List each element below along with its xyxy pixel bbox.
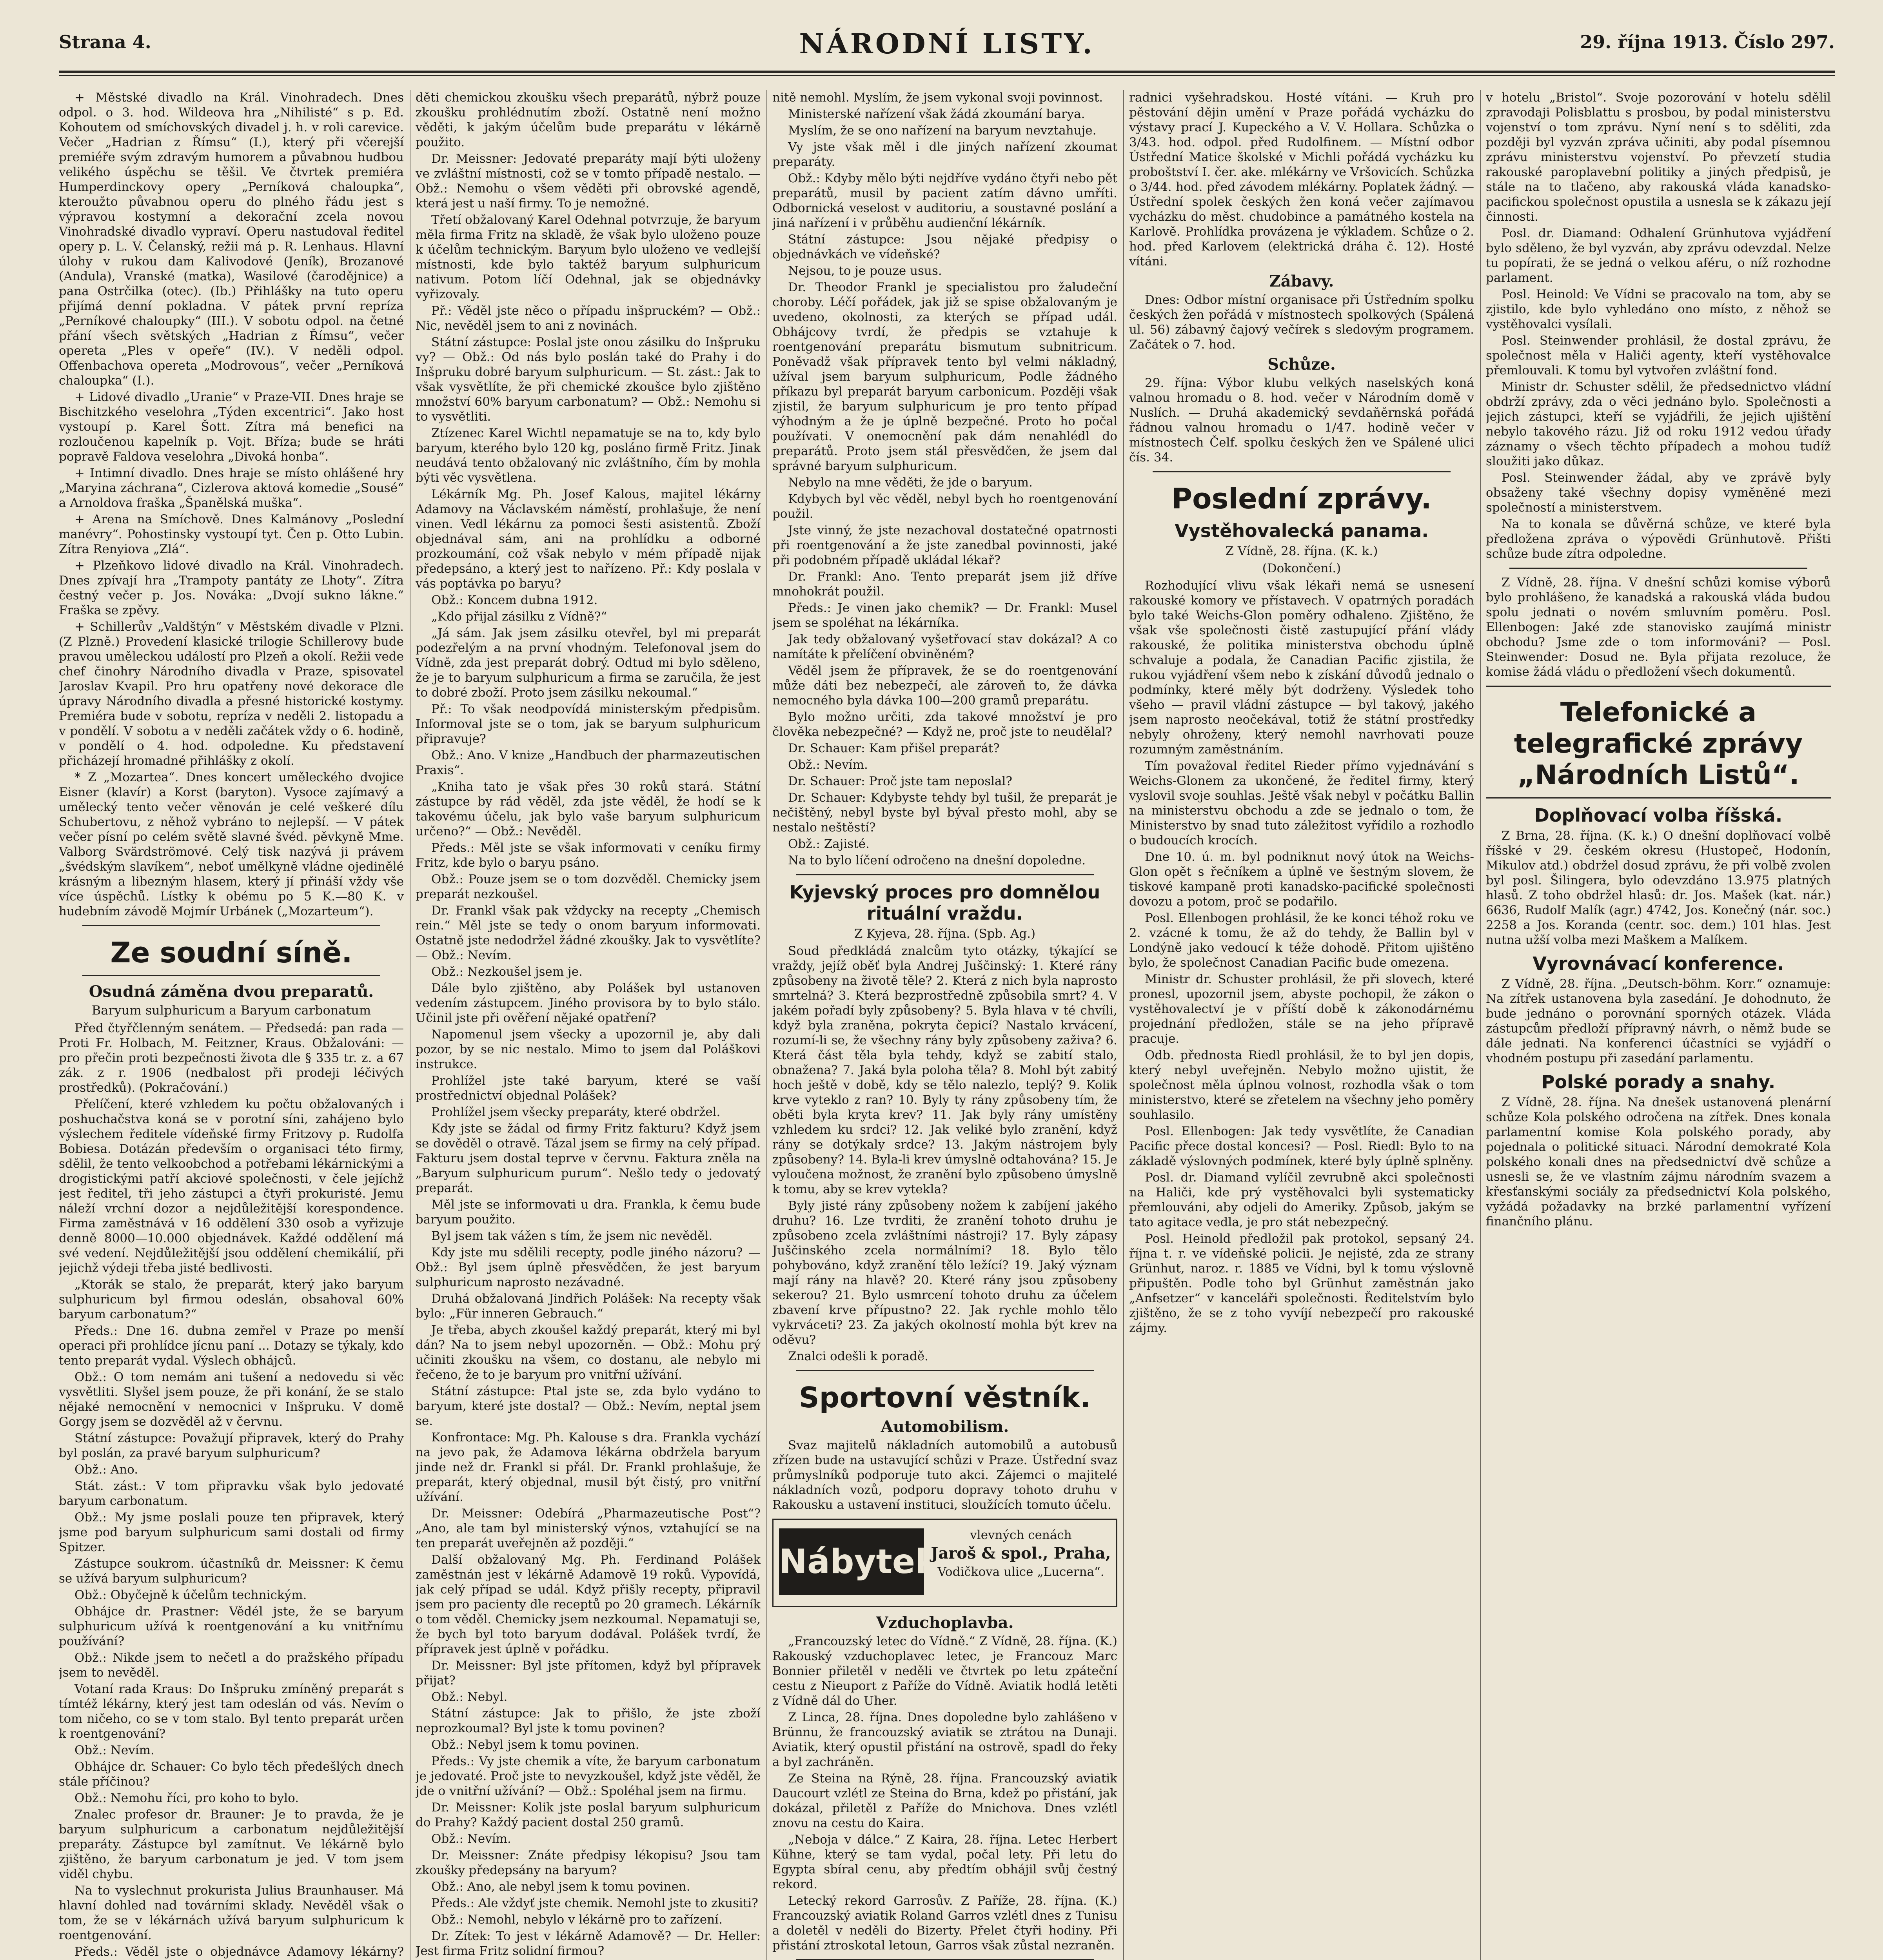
paragraph: Obž.: Kdyby mělo býti nejdříve vydáno čtyři nebo pět preparátů, musil by pacient zatím dávno umříti. Odbornická veselost v auditoriu, a soustavné poslání a jiná nařízení i v průběhu audienční lékárník. — [772, 171, 1117, 230]
paragraph: + Arena na Smíchově. Dnes Kalmánovy „Poslední manévry“. Pohostinsky vystoupí tyt. Čen p. Otto Lubin. Zítra Renyiova „Zlá“. — [59, 512, 404, 556]
continuation-note: (Dokončení.) — [1262, 561, 1341, 575]
paragraph: Obž.: Zajisté. — [788, 837, 870, 851]
article-heading: Doplňovací volba říšská. — [1534, 805, 1783, 826]
paragraph: Na to konala se důvěrná schůze, ve které byla předložena zpráva o výpovědi Grünhutově. Přišti schůze bude zítra odpoledne. — [1486, 517, 1831, 561]
article-heading: Vzduchoplavba. — [876, 1613, 1014, 1632]
paragraph: Obž.: Pouze jsem se o tom dozvěděl. Chemicky jsem preparát nezkoušel. — [416, 872, 761, 901]
masthead-rule-thin — [59, 75, 1835, 76]
dateline: Z Kyjeva, 28. října. (Spb. Ag.) — [854, 927, 1036, 941]
paragraph: „Francouzský letec do Vídně.“ Z Vídně, 28. října. (K.) Rakouský vzduchoplavec letec, je Francouz Marc Bonnier přiletěl v neděli ve čtvrtek po letu zpáteční cestu z Nieuport z Paříže do Vídně. Aviatik hodlá letěti z Vídně dál do Uher. — [772, 1634, 1117, 1708]
ad-line: vlevných cenách — [970, 1528, 1072, 1542]
paragraph: Dr. Schauer: Proč jste tam neposlal? — [788, 774, 1013, 788]
paragraph: Prohlížel jste také baryum, které se vaší prostřednictví objednal Polášek? — [416, 1074, 761, 1103]
paragraph: „Kniha tato je však přes 30 roků stará. Státní zástupce by rád věděl, zda jste věděl, že hodí se k takovému účelu, jak bylo vaše baryum sulphuricum určeno?“ — Obž.: Nevěděl. — [416, 780, 761, 838]
paragraph: děti chemickou zkoušku všech preparátů, nýbrž pouze zkoušku prohlédnutím zboží. Ostatně není možno věděti, k jakým účelům bude preparátu v lékárně použito. — [416, 91, 761, 149]
paragraph: „Ktorák se stalo, že preparát, který jako baryum sulphuricum byl firmou odeslán, obsahoval 60% baryum carbonatum?“ — [59, 1278, 404, 1321]
paragraph: Ministr dr. Schuster prohlásil, že při slovech, které pronesl, upozornil jsem, abyste pochopil, že zákon o vystěhovalectví je v příští době k zákonodárnému projednání předložen, stále se na jeho přípravě pracuje. — [1129, 972, 1474, 1046]
paragraph: Další obžalovaný Mg. Ph. Ferdinand Polášek zaměstnán jest v lékárně Adamově 19 roků. Vypovídá, jak celý případ se udál. Když přišly recepty, připravil jsem pro pacienty dle receptů po 20 gramech. Lékárník o tom věděl. Chemicky jsem nezkoumal. Nepamatuji se, že bych byl toto baryum dodával. Polášek tvrdí, že přípravek jest úplně v pořádku. — [416, 1553, 761, 1656]
paragraph: Posl. Steinwender prohlásil, že dostal zprávu, že společnost měla v Haliči agenty, kteří vystěhovalce přemlouvali. K tomu byl vytvořen zvláštní fond. — [1486, 334, 1831, 377]
column-divider — [766, 90, 767, 1960]
paragraph: Vy jste však měl i dle jiných nařízení zkoumat preparáty. — [772, 140, 1117, 169]
paragraph: Z Linca, 28. října. Dnes dopoledne bylo zahlášeno v Brünnu, že francouzský aviatik se ztrátou na Dunaji. Aviatik, který opustil přistání na ostrově, spadl do řeky a byl zachráněn. — [772, 1710, 1117, 1769]
paragraph: Státní zástupce: Poslal jste onou zásilku do Inšpruku vy? — Obž.: Od nás bylo poslán také do Prahy i do Inšpruku dobré baryum sulphuricum. — St. zást.: Jak to však vysvětlíte, že při chemické zkoušce bylo zjištěno množství 60% baryum carbonatum? — Obž.: Nemohu si to vysvětliti. — [416, 335, 761, 424]
section-rule — [82, 925, 380, 926]
paragraph: Obž.: Ano. — [74, 1463, 138, 1477]
paragraph: Obž.: Nebyl jsem k tomu povinen. — [431, 1738, 639, 1752]
paragraph: Dr. Meissner: Znáte předpisy lékopisu? Jsou tam zkoušky předepsány na baryum? — [416, 1848, 761, 1877]
paragraph: Znalci odešli k poradě. — [788, 1349, 928, 1363]
ad-logo: Nábytek — [779, 1528, 924, 1595]
paragraph: „Neboja v dálce.“ Z Kaira, 28. října. Letec Herbert Kühne, který se tam vydal, počal lety. Při letu do Egypta sbíral cenu, aby předtím obhájil svůj čestný rekord. — [772, 1833, 1117, 1891]
paragraph: Ministerské nařízení však žádá zkoumání barya. — [788, 107, 1085, 121]
paragraph: Ze Steina na Rýně, 28. října. Francouzský aviatik Daucourt vzlétl ze Steina do Brna, kdež po přistání, jak dokázal, přiletěl z Paříže do Mnichova. Dnes vzlétl znovu na cestu do Kaira. — [772, 1771, 1117, 1830]
masthead-rule — [59, 71, 1835, 73]
paragraph: Tím považoval ředitel Rieder přímo vyjednávání s Weichs-Glonem za ukončené, že ředitel firmy, který vyslovil svoje souhlas. Ještě však nebyl v počátku Ballin na ministerstvu obchodu a zde se jednalo o tom, že Ministerstvo by snad tuto záležitost vyřídilo a rozhodlo o budoucích krocích. — [1129, 759, 1474, 848]
ad-text — [930, 1527, 1111, 1580]
section-rule — [1486, 797, 1831, 799]
paragraph: Předs.: Měl jste se však informovati v ceníku firmy Fritz, kde bylo o baryu psáno. — [416, 841, 761, 870]
paragraph: Obž.: Koncem dubna 1912. — [431, 593, 598, 607]
paragraph: Byl jsem tak vážen s tím, že jsem nic nevěděl. — [431, 1229, 713, 1243]
furniture-advertisement — [772, 1519, 1117, 1607]
paragraph: radnici vyšehradskou. Hosté vítáni. — Kruh pro pěstování dějin umění v Praze pořádá vycházku do výstavy prací J. Kupeckého a V. V. Hollara. Schůzka o 3/43. hod. odpol. před Rudolfinem. — Místní odbor Ústřední Matice školské v Michli pořádá vycházku ku proboštství I. čer. ake. mlékárny ve Vršovicích. Schůzka o 3/44. hod. před závodem mlékárny. Poplatek žádný. — Ústřední spolek českých žen koná večer zajímavou vycházku do měst. chudobince a památného kostela na Karlově. Prohlídka provázena je výkladem. Schůze o 2. hod. před Karlovem (elektrická dráha č. 12). Hosté vítáni. — [1129, 91, 1474, 269]
paragraph: Obž.: Nevím. — [431, 1832, 511, 1846]
paragraph: Ministr dr. Schuster sdělil, že předsednictvo vládní obdrží zprávy, zda o věci jednáno bylo. Společnosti a jejich zástupci, kteří se vyjádřili, že jejich ujištění nebylo takového rázu. Již od roku 1912 vedou úřady záznamy o všech těchto případech a mohou tudíž sloužiti jako důkaz. — [1486, 380, 1831, 468]
paragraph: Zástupce soukrom. účastníků dr. Meissner: K čemu se užívá baryum sulphuricum? — [59, 1557, 404, 1586]
article-heading: Automobilism. — [881, 1417, 1009, 1436]
paragraph: Posl. Heinold: Ve Vídni se pracovalo na tom, aby se zjistilo, kde bylo vyhledáno ono místo, z něhož se vystěhovalci vysílali. — [1486, 287, 1831, 331]
paragraph: Nebylo na mne věděti, že jde o baryum. — [788, 475, 1033, 490]
paragraph: Posl. dr. Diamand vylíčil zevrubně akci společnosti na Haliči, kde prý vystěhovalci byli systematicky přemlouváni, aby odjeli do Ameriky. Způsob, jakým se tato agitace vedla, je pro stát nebezpečný. — [1129, 1171, 1474, 1229]
paragraph: Bylo možno určiti, zda takové množství je pro člověka nebezpečné? — Když ne, proč jste to neudělal? — [772, 710, 1117, 739]
paragraph: Posl. Steinwender žádal, aby ve zprávě byly obsaženy také všechny dopisy vyměněné mezi společností a ministerstvem. — [1486, 471, 1831, 515]
paragraph: Jak tedy obžalovaný vyšetřovací stav dokázal? A co namítáte k přelíčení obviněném? — [772, 632, 1117, 661]
article-subheading: Baryum sulphuricum a Baryum carbonatum — [91, 1003, 371, 1018]
paragraph: Třetí obžalovaný Karel Odehnal potvrzuje, že baryum měla firma Fritz na skladě, že však bylo uloženo pouze k účelům technickým. Baryum bylo uloženo ve vedlejší místnosti, kde bylo taktéž baryum sulphuricum nativum. Potom líčí Odehnal, jak se objednávky vyřizovaly. — [416, 213, 761, 301]
column-5 — [1486, 90, 1831, 1960]
paragraph: + Schillerův „Valdštýn“ v Městském divadle v Plzni. (Z Plzně.) Provedení klasické trilogie Schillerovy bude pravou uměleckou událostí pro Plzeň a okolí. Režii vede chef činohry Národního divadla v Praze, spisovatel Jaroslav Kvapil. Pro hru opatřeny nové dekorace dle úpravy Národního divadla a přesné historické kostymy. Premiéra bude v sobotu, repríza v neděli 2. listopadu a v pondělí. V sobotu a v neděli začátek vždy o 6. hodině, v pondělí o 4. hod. odpoledne. Ku představení přicházejí hromadné přihlášky z okolí. — [59, 620, 404, 768]
page-number: Strana 4. — [59, 31, 151, 53]
paragraph: Prohlížel jsem všecky preparáty, které obdržel. — [431, 1105, 721, 1119]
telegraph-section-heading: Telefonické a telegrafické zprávy „Národních Listů“. — [1514, 697, 1803, 791]
article-heading: Vyrovnávací konference. — [1533, 953, 1784, 974]
paragraph: Dnes: Odbor místní organisace při Ústředním spolku českých žen pořádá v místnostech spolkových (Spálená ul. 56) zábavný čajový večírek s sledovým programem. Začátek o 7. hod. — [1129, 293, 1474, 352]
paragraph: Obž.: Nezkoušel jsem je. — [431, 965, 583, 979]
paragraph: Předs.: Věděl jste o objednávce Adamovy lékárny? — [74, 1945, 404, 1959]
paragraph: Přelíčení, které vzhledem ku počtu obžalovaných i poshuchačstva koná se v porotní síni, zahájeno bylo výslechem ředitele vídeňské firmy Fritzovy p. Rudolfa Bobiesa. Dotázán především o organisaci této firmy, sdělil, že tento velkoobchod a potřebami lékárnickými a drogistickými patří akciové společnosti, v čele jejíchž jest ředitel, tři jeho zástupci a čtyři prokuristé. Jemu náleží vrchní dozor a nejdůležitější korespondence. Firma zaměstnává v 16 oddělení 330 osob a vyřizuje denně 8000—10.000 objednávek. Každé oddělení má své vedení. Nejdůležitější jsou oddělení chemikálií, při jejichž výdeji třeba jisté bedlivosti. — [59, 1097, 404, 1275]
paragraph: Obž.: Nikde jsem to nečetl a do pražského případu jsem to nevěděl. — [59, 1651, 404, 1680]
paragraph: Předs.: Je vinen jako chemik? — Dr. Frankl: Musel jsem se spoléhat na lékárníka. — [772, 601, 1117, 630]
paragraph: „Kdo přijal zásilku z Vídně?“ — [431, 610, 607, 624]
paragraph: 29. října: Výbor klubu velkých naselských koná valnou hromadu o 8. hod. večer v Národním domě v Nuslích. — Druhá akademický sevdaňěrnská pořádá řádnou valnou hromadu o 1/47. hodině večer v místnostech Čelf. spolku českých žen ve Spálené ulici čís. 34. — [1129, 376, 1474, 465]
paragraph: Státní zástupce: Považují připravek, který do Prahy byl poslán, za pravé baryum sulphuricum? — [59, 1431, 404, 1460]
paragraph: Ztízenec Karel Wichtl nepamatuje se na to, kdy bylo baryum, kterého bylo 120 kg, posláno firmě Fritz. Jinak neudává tento obžalovaný nic zvláštního, čím by mohla býti věc vysvětlena. — [416, 426, 761, 485]
paragraph: + Plzeňkovo lidové divadlo na Král. Vinohradech. Dnes zpívají hra „Trampoty pantáty ze Lhoty“. Zítra čestný večer p. Jos. Nováka: „Dvojí sukno lákne.“ Fraška se zpěvy. — [59, 559, 404, 617]
paragraph: Z Brna, 28. října. (K. k.) O dnešní doplňovací volbě říšské v 29. českém okresu (Hustopeč, Hodonín, Mikulov atd.) obdržel dosud zprávu, že při volbě zvolen byl posl. Šilingera, bylo odevzdáno 13.975 platných hlasů. Z toho obdržel hlasů: dr. Jos. Mašek (kat. nár.) 6636, Rudolf Malík (agr.) 4742, Jos. Konečný (nár. soc.) 2258 a Jos. Koranda (centr. soc. dem.) 101 hlas. Jest nutna užší volba mezi Maškem a Malíkem. — [1486, 829, 1831, 947]
paragraph: Na to vyslechnut prokurista Julius Braunhauser. Má hlavní dohled nad továrními sklady. Nevěděl však o tom, že se v lékárnách užívá baryum sulphuricum k roentgenování. — [59, 1884, 404, 1942]
masthead — [59, 27, 1835, 67]
paragraph: Př.: To však neodpovídá ministerským předpisům. Informoval jste se o tom, jak se baryum sulphuricum připravuje? — [416, 702, 761, 746]
paragraph: Svaz majitelů nákladních automobilů a autobusů zřízen bude na ustavující schůzi v Praze. Ústřední svaz průmyslníků podporuje tuto akci. Zájemci o majitelé nákladních vozů, podporu dopravy tohoto druhu v Rakousku a ustavení instituci, sloužících tomuto účelu. — [772, 1438, 1117, 1512]
paragraph: Obhájce dr. Prastner: Vědél jste, že se baryum sulphuricum užívá k roentgenování a ku vnitřnímu používání? — [59, 1604, 404, 1648]
paragraph: Z Vídně, 28. října. Na dnešek ustanovená plenární schůze Kola polského odročena na zítřek. Dnes konala parlamentní komise Kola polského porady, aby pojednala o politické situaci. Národní demokraté Kola polského konali dnes na předsednictví dvě schůze a usnesli se, že ve vlastním zájmu národním svazem a křesťanskými sociály za předsednictví Kola polského, vyžádá požadavky na brzké parlamentní vyřízení finančního plánu. — [1486, 1095, 1831, 1229]
section-rule — [1486, 686, 1831, 687]
paragraph: Jste vinný, že jste nezachoval dostatečné opatrnosti při roentgenování a že jste zanedbal povinnosti, jaké při podobném případě ukládal lékař? — [772, 523, 1117, 567]
paragraph: „Já sám. Jak jsem zásilku otevřel, byl mi preparát podezřelým a na první vhodným. Telefonoval jsem do Vídně, zda jest preparát dobrý. Odtud mi bylo sděleno, že je to baryum sulphuricum a firma se zaručila, že jest to dobré zboží. Proto jsem zásilku nekoumal.“ — [416, 626, 761, 700]
article-heading: Zábavy. — [1269, 272, 1334, 290]
issue-date: 29. října 1913. Číslo 297. — [1580, 31, 1835, 53]
paragraph: Z Vídně, 28. října. „Deutsch-böhm. Korr.“ oznamuje: Na zítřek ustanovena byla zasedání. Je dohodnuto, že bude jednáno o porovnání sporných otázek. Vláda zástupcům předloží přípravný návrh, o němž bude se dále jednati. Na konferenci účastníci se vyjádří o vhodném postupu při zasedání parlamentu. — [1486, 977, 1831, 1065]
paragraph: Věděl jsem že přípravek, že se do roentgenování může dáti bez nebezpečí, ale zároveň to, že dávka nemocného byla dávka 100—200 gramů preparátu. — [772, 664, 1117, 708]
paragraph: Rozhodující vlivu však lékaři nemá se usnesení rakouské komory ve přístavech. V opatrných poradách bylo také Weichs-Glon poměry odhaleno. Zjištěno, že však vše společnosti čistě zastupující přání vlády rakouské, že politika ministerstva obchodu úplně schvaluje a podala, že Canadian Pacific zjistila, že rukou vyjádření všem nebo k získání důvodů jednalo o podmínky, které měly být dodrženy. Výsledek toho všeho — pravil vládní zástupce — byl takový, jakého jsem naprosto neočekával, totiž že státní prostředky nebyly ohroženy, který nemohl navrhovati pouze rozumným zaměstnáním. — [1129, 579, 1474, 757]
article-heading: Vystěhovalecká panama. — [1175, 520, 1429, 541]
paragraph: Obž.: Nebyl. — [431, 1690, 508, 1704]
paragraph: Před čtyřčlenným senátem. — Předsedá: pan rada — Proti Fr. Holbach, M. Feitzner, Kraus. Obžalováni: — pro přečin proti bezpečnosti života dle § 335 tr. z. a 67 zák. z r. 1906 (nedbalost při prodeji léčivých prostředků). (Pokračování.) — [59, 1021, 404, 1095]
paragraph: Měl jste se informovati u dra. Frankla, k čemu bude baryum použito. — [416, 1198, 761, 1227]
paragraph: Konfrontace: Mg. Ph. Kalouse s dra. Frankla vychází na jevo pak, že Adamova lékárna obdržela baryum jinde než dr. Frankl si přál. Dr. Frankl prohlašuje, že preparát, který objednal, musil být čistý, pro vnitřní užívání. — [416, 1430, 761, 1504]
paragraph: Odb. přednosta Riedl prohlásil, že to byl jen dopis, který nebyl uveřejněn. Nebylo možno ujistit, že společnost měla úplnou volnost, rozhodla však o tom ministerstvo, které se zřetelem na všechny jeho poměry souhlasilo. — [1129, 1048, 1474, 1122]
paragraph: Předs.: Dne 16. dubna zemřel v Praze po menší operaci při prohlídce jícnu paní ... Dotazy se týkaly, kdo tento preparát vydal. Výslech obhájců. — [59, 1324, 404, 1368]
paragraph: Votaní rada Kraus: Do Inšpruku zmíněný preparát s tímtéž lékárny, který jest tam odeslán od vás. Nevím o tom ničeho, co se v tom stalo. Byl tento preparát určen k roentgenování? — [59, 1682, 404, 1741]
paragraph: Posl. Ellenbogen prohlásil, že ke konci téhož roku ve 2. vzácné k tomu, že až do tehdy, že Ballin byl v Londýně jako vedoucí k téže dohodě. Přitom ujištěno bylo, že společnost Canadian Pacific bude omezena. — [1129, 911, 1474, 970]
paragraph: Státní zástupce: Ptal jste se, zda bylo vydáno to baryum, které jste dostal? — Obž.: Nevím, neptal jsem se. — [416, 1384, 761, 1428]
paragraph: Na to bylo líčení odročeno na dnešní dopoledne. — [788, 853, 1086, 867]
paragraph: Posl. dr. Diamand: Odhalení Grünhutova vyjádření bylo sděleno, že byl vyzván, aby zprávu odevzdal. Nelze tu popírati, že se jedná o velkou aféru, o níž rozhodne parlament. — [1486, 226, 1831, 285]
section-rule — [82, 975, 380, 976]
article-heading: Polské porady a snahy. — [1541, 1071, 1776, 1093]
paragraph: Obž.: Nemohu říci, pro koho to bylo. — [74, 1791, 299, 1805]
paragraph: Obž.: My jsme poslali pouze ten připravek, který jsme pod baryum sulphuricum sami dostali od firmy Spitzer. — [59, 1510, 404, 1554]
paragraph: Dr. Meissner: Jedovaté preparáty mají býti uloženy ve zvláštní místnosti, což se v tomto případě nestalo. — Obž.: Nemohu o všem věděti při obrovské agendě, která jest u naší firmy. To je nemožné. — [416, 152, 761, 211]
paragraph: Kdybych byl věc věděl, nebyl bych ho roentgenování použil. — [772, 492, 1117, 521]
ad-address: Vodičkova ulice „Lucerna“. — [937, 1565, 1104, 1579]
column-divider — [1480, 90, 1481, 1960]
paragraph: Z Vídně, 28. října. V dnešní schůzi komise výborů bylo prohlášeno, že kanadská a rakouská vláda budou spolu jednati o novém smluvním poměru. Posl. Ellenbogen: Jaké zde stanovisko zaujímá ministr obchodu? Jsme zde o tom informováni? — Posl. Steinwender: Dosud ne. Byla přijata rezoluce, že komise žádá vládu o předložení všech dokumentů. — [1486, 575, 1831, 679]
paragraph: Obž.: Ano, ale nebyl jsem k tomu povinen. — [431, 1880, 690, 1894]
paragraph: Dr. Frankl však pak vždycky na recepty „Chemisch rein.“ Měl jste se tedy o onom baryum informovati. Ostatně jste nedodržel žádné zkoušky. Jak to vysvětlíte? — Obž.: Nevím. — [416, 904, 761, 962]
section-rule — [1153, 471, 1451, 472]
paragraph: Obž.: Nevím. — [74, 1743, 154, 1757]
paragraph: Předs.: Ale vždyť jste chemik. Nemohl jste to zkusiti? — [431, 1896, 758, 1910]
section-rule — [796, 874, 1094, 875]
paragraph: Soud předkládá znalcům tyto otázky, týkající se vraždy, jejíž oběť byla Andrej Juščinský: 1. Které rány způsobeny na životě těle? 2. Která z nich byla naprosto smrtelná? 3. Která bezprostředně způsobila smrt? 4. V jakém pořadí byly způsobeny? 5. Byla hlava v té chvíli, když byla zraněna, pokryta čepicí? Nastalo krvácení, rozumí-li se, že všechny rány byly způsobeny zaživa? 6. Která část těla byla tehdy, když se zabití stalo, obnažena? 7. Jaká byla poloha těla? 8. Mohl být zabitý hoch ještě v době, kdy se tělo nalezlo, teplý? 9. Kolik krve vyteklo z ran? 10. Byly ty rány způsobeny tím, že oběti byla kryta krev? 11. Jak byly rány umístěny vzhledem ku srdci? 12. Jak veliké bylo zranění, když rány se dotýkaly srdce? 13. Jakým nástrojem byly způsobeny? 14. Byla-li krev úmyslně odtahována? 15. Je vyloučena možnost, že zranění bylo způsobeno úmyslně k tomu, aby se krev vytekla? — [772, 944, 1117, 1196]
paragraph: Dr. Schauer: Kam přišel preparát? — [788, 741, 1000, 755]
ad-firm-name: Jaroš & spol., Praha, — [931, 1544, 1111, 1563]
paragraph: Dr. Meissner: Odebírá „Pharmazeutische Post“? „Ano, ale tam byl ministerský výnos, vztahující se na ten preparát uveřejněn až později.“ — [416, 1506, 761, 1550]
paragraph: Obž.: Obyčejně k účelům technickým. — [74, 1588, 307, 1602]
dateline: Z Vídně, 28. října. (K. k.) — [1225, 544, 1378, 558]
paragraph: Lékárník Mg. Ph. Josef Kalous, majitel lékárny Adamovy na Václavském náměstí, prohlašuje, že není vinen. Vedl lékárnu za pomoci šesti asistentů. Zboží objednával sám, ani na prohlídku a odborné prozkoumání, což však nebylo v mém případě nijak předepsáno, a který jest to nařízeno. Př.: Kdy poslala v vás poptávka po baryu? — [416, 487, 761, 591]
paragraph: Obž.: O tom nemám ani tušení a nedovedu si věc vysvětliti. Slyšel jsem pouze, že při konání, že se stalo nějaké nemocnění v nemocnici v Inšpruku. V domě Gorgy jsem se dozvěděl až v červnu. — [59, 1370, 404, 1429]
paragraph: Znalec profesor dr. Brauner: Je to pravda, že je baryum sulphuricum a carbonatum nejdůležitější preparáty. Zástupce byl zamítnut. Ve lékárně bylo zjištěno, že baryum carbonatum je jed. V tom jsem viděl chybu. — [59, 1808, 404, 1881]
paragraph: Př.: Věděl jste něco o případu inšpruckém? — Obž.: Nic, nevěděl jsem to ani z novinách. — [416, 304, 761, 333]
paragraph: Nejsou, to je pouze usus. — [788, 264, 942, 278]
article-heading: Osudná záměna dvou preparatů. — [89, 982, 374, 1001]
paragraph: Dále bylo zjištěno, aby Polášek byl ustanoven vedením zástupcem. Jiného provisora by to bylo stálo. Učinil jste při ověření nějaké opatření? — [416, 981, 761, 1025]
article-heading: Schůze. — [1267, 355, 1336, 374]
paragraph: + Městské divadlo na Král. Vinohradech. Dnes odpol. o 3. hod. Wildeova hra „Nihilisté“ s p. Ed. Kohoutem od smíchovských divadel j. h. v roli carevice. Večer „Hadrian z Římsu“ (I.), který při včerejší premiéře svým zdravým humorem a půvabnou hudbou velikého úspěchu se těšil. Ve čtvrtek premiéra Humperdinckovy opery „Perníková chaloupka“, kteroužto půvabnou operu do plného řádu jest s výpravou kostymní a dekorační zcela novou Vinohradské divadlo vypraví. Operu nastudoval ředitel opery p. L. V. Čelanský, režii má p. R. Lenhaus. Hlavní úlohy v rukou dam Kalivodové (Jeník), Brozanové (Andula), Vranské (matka), Wasilové (čarodějnice) a pana Ostrčilka (otec). (Ib.) Přihlášky na tuto operu přijímá denní pokladna. V pátek první repríza „Perníkové chaloupky“ (III.). V sobotu odpol. na četné přání všech světských „Hadrian z Římsu“, večer opereta „Ples v opeře“ (IV.). V neděli odpol. Offenbachova opereta „Modrovous“, večer „Perníková chaloupka“ (I.). — [59, 91, 404, 388]
court-section-heading: Ze soudní síně. — [110, 936, 352, 969]
paragraph: Napomenul jsem všecky a upozornil je, aby dali pozor, by se nic nestalo. Mimo to jsem dal Poláškovi instrukce. — [416, 1027, 761, 1071]
sport-section-heading: Sportovní věstník. — [799, 1381, 1091, 1414]
article-heading: Kyjevský proces pro domnělou rituální vraždu. — [789, 882, 1100, 924]
paragraph: Dr. Zítek: To jest v lékárně Adamově? — Dr. Heller: Jest firma Fritz solidní firmou? — [416, 1929, 761, 1958]
paragraph: Posl. Ellenbogen: Jak tedy vysvětlíte, že Canadian Pacific přece dostal koncesi? — Posl. Riedl: Bylo to na základě výslovných podmínek, které byly úplně splněny. — [1129, 1124, 1474, 1168]
paragraph: Myslím, že se ono nařízení na baryum nevztahuje. — [788, 123, 1097, 138]
paragraph: Letecký rekord Garrosův. Z Paříže, 28. října. (K.) Francouzský aviatik Roland Garros vzlétl dnes z Tunisu a doletěl v neděli do Bizerty. Přelet čtyři hodiny. Při přistání ztroskotal letoun, Garros však zůstal nezraněn. — [772, 1894, 1117, 1953]
paragraph: Předs.: Vy jste chemik a víte, že baryum carbonatum je jedovaté. Proč jste to nevyzkoušel, když jste věděl, že jde o vnitřní užívání? — Obž.: Spoléhal jsem na firmu. — [416, 1754, 761, 1798]
column-1 — [59, 90, 404, 1960]
paragraph: Dr. Meissner: Kolik jste poslal baryum sulphuricum do Prahy? Každý pacient dostal 250 gramů. — [416, 1800, 761, 1829]
paragraph: Kdy jste se žádal od firmy Fritz fakturu? Když jsem se dověděl o otravě. Tázal jsem se firmy na celý případ. Fakturu jsem dostal teprve v červnu. Faktura zněla na „Baryum sulphuricum purum“. Nešlo tedy o jedovatý preparát. — [416, 1122, 761, 1195]
paragraph: Druhá obžalovaná Jindřich Polášek: Na recepty však bylo: „Für inneren Gebrauch.“ — [416, 1292, 761, 1321]
paragraph: + Intimní divadlo. Dnes hraje se místo ohlášené hry „Maryina záchrana“, Cizlerova aktová komedie „Sousé“ a Arnoldova fraška „Španělská muška“. — [59, 466, 404, 510]
paragraph: + Lidové divadlo „Uranie“ v Praze-VII. Dnes hraje se Bischitzkého veselohra „Týden excentrici“. Jako host vystoupí p. Karel Šott. Zítra má benefici na rozloučenou kapelník p. Vojt. Bříza; bude se hráti popravě Faldova veselohra „Divoká honba“. — [59, 390, 404, 464]
section-rule — [1509, 568, 1807, 569]
paragraph: Státní zástupce: Jsou nějaké předpisy o objednávkách ve vídeňské? — [772, 232, 1117, 261]
paragraph: Obž.: Nevím. — [788, 758, 868, 772]
paragraph: Byly jisté rány způsobeny nožem k zabíjení jakého druhu? 16. Lze tvrditi, že zranění tohoto druhu je způsobeno zcela zvláštními nástroji? 17. Byly zápasy Juščinského zcela normálními? 18. Bylo tělo pohybováno, když zranění tělo ležící? 19. Jaký význam mají rány na hlavě? 20. Které rány jsou způsobeny sekerou? 21. Bylo usmrcení tohoto druhu za účelem zbavení krve přípustno? 22. Jak rychle mohlo tělo vykrváceti? 23. Za jakých okolností mohla být krev na oděvu? — [772, 1199, 1117, 1347]
latest-news-heading: Poslední zprávy. — [1171, 482, 1432, 515]
column-divider — [1123, 90, 1124, 1960]
column-3 — [772, 90, 1117, 1960]
paragraph: Obhájce dr. Schauer: Co bylo těch předešlých dnech stále příčinou? — [59, 1760, 404, 1789]
newspaper-title: NÁRODNÍ LISTY. — [799, 27, 1095, 60]
paragraph: Obž.: Ano. V knize „Handbuch der pharmazeutischen Praxis“. — [416, 748, 761, 777]
paragraph: Dr. Theodor Frankl je specialistou pro žaludeční choroby. Léčí pořádek, jak již se spise obžalovaným je uvedeno, okolnosti, za kterých se případ udál. Obhájcovy tvrdí, že předpis se vztahuje k roentgenování preparátu bismutum subnitricum. Poněvadž však přípravek tento byl velmi nákladný, užíval jsem baryum sulphuricum, Podle žádného příkazu byl preparát baryum carbonicum. Později však zjistil, že baryum sulphuricum je pro tento případ výhodným a že je úplně bezpečné. Proto ho počal používati. V onemocnění pak dám nenahlédl do preparátů. Proto jsem stál přesvědčen, že jsem dal správné baryum sulphuricum. — [772, 280, 1117, 473]
paragraph: * Z „Mozartea“. Dnes koncert uměleckého dvojice Eisner (klavír) a Korst (baryton). Vysoce zajímavý a umělecký tento večer věnován je celé veškeré dílu Schubertovu, z něhož vybráno to nejlepší. — V pátek večer písní po celém světě slavné švéd. pěvkyně Mme. Valborg Svärdströmové. Celý tisk nazývá ji právem „švédským slavíkem“, neboť umělkyně vládne ojedinělé krásným a libezným hlasem, který jí přináší vždy vše více úspěchů. Lístky k obému po 5 K.—80 K. v hudebním závodě Mojmír Urbánek („Mozarteum“). — [59, 770, 404, 918]
paragraph: v hotelu „Bristol“. Svoje pozorování v hotelu sdělil zpravodaji Polisblattu s prosbou, by podal ministerstvu vojenství o tom zprávu. Nyní není s to sděliti, zda později byl vyzván zpráva učiniti, aby podal písemnou zprávu ministerstvu vojenství. Po převzetí studia rakouské paroplavební politiky a jiných předpisů, je stále na to tlačeno, aby rakouská vláda kanadsko-pacifickou společnost opustila a usnesla se k zákazu její činnosti. — [1486, 91, 1831, 224]
paragraph: Posl. Heinold předložil pak protokol, sepsaný 24. října t. r. ve vídeňské policii. Je nejisté, zda ze strany Grünhut, naroz. r. 1885 ve Vídni, byl k tomu výslovně připuštěn. Podle toho byl Grünhut zaměstnán jako „Anfsetzer“ v kanceláři společnosti. Ředitelstvím bylo zjištěno, že se z toho vyvíjí nebezpečí pro rakouské zájmy. — [1129, 1232, 1474, 1335]
paragraph: Je třeba, abych zkoušel každý preparát, který mi byl dán? Na to jsem nebyl upozorněn. — Obž.: Mohu prý učiniti zkoušku na všem, co dostanu, ale nebylo mi řečeno, že to je baryum pro vnitřní užívání. — [416, 1323, 761, 1382]
section-rule — [796, 1370, 1094, 1371]
paragraph: Dr. Frankl: Ano. Tento preparát jsem již dříve mnohokrát použil. — [772, 570, 1117, 599]
column-4 — [1129, 90, 1474, 1960]
paragraph: Dr. Schauer: Kdybyste tehdy byl tušil, že preparát je nečištěný, nebyl byste byl býval přesto mohl, aby se nestalo neštěstí? — [772, 791, 1117, 835]
paragraph: Státní zástupce: Jak to přišlo, že jste zboží neprozkoumal? Byl jste k tomu povinen? — [416, 1706, 761, 1735]
paragraph: nitě nemohl. Myslím, že jsem vykonal svoji povinnost. — [772, 91, 1103, 105]
paragraph: Obž.: Nemohl, nebylo v lékárně pro to zařízení. — [431, 1913, 723, 1927]
paragraph: Kdy jste mu sdělili recepty, podle jiného názoru? — Obž.: Byl jsem úplně přesvědčen, že jest baryum sulphuricum naprosto nezávadné. — [416, 1245, 761, 1289]
paragraph: Dr. Meissner: Byl jste přítomen, když byl přípravek přijat? — [416, 1659, 761, 1688]
paragraph: Dne 10. ú. m. byl podniknut nový útok na Weichs-Glon opět s řečníkem a úplně ve šestným slovem, že tiskové kampaně proti kanadsko-pacifické společnosti dovozu a potom, proč se podařilo. — [1129, 850, 1474, 909]
paragraph: Stát. zást.: V tom připravku však bylo jedovaté baryum carbonatum. — [59, 1479, 404, 1508]
column-2 — [416, 90, 761, 1960]
